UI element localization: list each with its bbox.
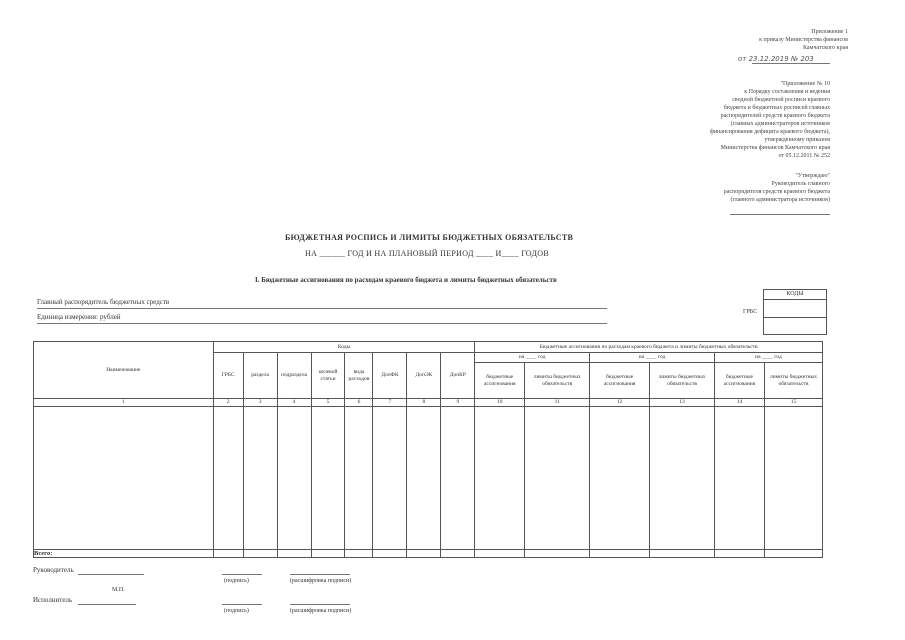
table-cell[interactable]	[213, 407, 243, 550]
col-target-article: целевой статьи	[311, 353, 345, 399]
num-1: 1	[34, 399, 214, 407]
table-cell[interactable]	[525, 407, 590, 550]
table-cell[interactable]	[650, 407, 715, 550]
col-y3-limits: лимиты бюджетных обязательств	[764, 363, 822, 399]
main-distributor-line[interactable]	[37, 308, 607, 309]
num-4: 4	[277, 399, 311, 407]
num-8: 8	[407, 399, 441, 407]
order-date: от 23.12.2019 № 203	[738, 55, 814, 63]
unit-line	[37, 323, 607, 324]
page-title: БЮДЖЕТНАЯ РОСПИСЬ И ЛИМИТЫ БЮДЖЕТНЫХ ОБЯЗАТЕЛЬСТВ	[285, 233, 574, 242]
page-subtitle: НА ______ ГОД И НА ПЛАНОВЫЙ ПЕРИОД ____ И____ ГОДОВ	[305, 249, 549, 258]
head-decode-caption: (расшифровка подписи)	[290, 578, 352, 584]
num-3: 3	[243, 399, 277, 407]
approve-line-1: "Утверждаю"	[795, 173, 830, 179]
order-date-underline	[752, 63, 830, 64]
table-cell[interactable]	[441, 407, 475, 550]
table-cell[interactable]	[373, 407, 407, 550]
appendix-reference	[700, 80, 830, 160]
num-11: 11	[525, 399, 590, 407]
table-cell[interactable]	[311, 407, 345, 550]
approve-line-2: Руководитель главного	[771, 181, 830, 187]
appendix-line-10: от 05.12.2011 № 252	[778, 153, 830, 159]
head-decode-line[interactable]	[290, 574, 350, 575]
col-y1-assign: бюджетные ассигнования	[475, 363, 525, 399]
approve-signature-line	[730, 214, 830, 215]
appendix-line-5: распорядителей средств краевого бюджета	[720, 113, 830, 119]
name-header: Наименование	[34, 342, 214, 399]
col-expense-type: вида расходов	[345, 353, 373, 399]
executor-decode-caption: (расшифровка подписи)	[290, 608, 352, 614]
num-12: 12	[590, 399, 650, 407]
col-section: раздела	[243, 353, 277, 399]
codes-row-1[interactable]	[764, 300, 826, 318]
num-7: 7	[373, 399, 407, 407]
appendix-line-4: бюджета и бюджетных росписей главных	[723, 105, 830, 111]
order-reference	[736, 28, 848, 52]
executor-label: Исполнитель	[33, 596, 73, 604]
total-row	[34, 550, 823, 558]
total-label: Всего:	[34, 550, 214, 558]
section-heading: I. Бюджетные ассигнования по расходам краевого бюджета и лимиты бюджетных обязательств	[255, 276, 557, 284]
unit-label: Единица измерения:	[37, 313, 98, 321]
appendix-line-2: к Порядку составления и ведения	[744, 89, 830, 95]
num-6: 6	[345, 399, 373, 407]
year-2-header: на ____ год	[590, 353, 715, 363]
col-y2-assign: бюджетные ассигнования	[590, 363, 650, 399]
approve-line-3: распорядителя средств краевого бюджета	[723, 189, 830, 195]
budget-table	[33, 341, 823, 558]
appendix-line-7: финансирования дефицита краевого бюджета),	[709, 129, 830, 135]
executor-decode-line[interactable]	[290, 604, 350, 605]
num-13: 13	[650, 399, 715, 407]
table-body-row[interactable]	[34, 407, 823, 550]
order-line-3: Камчатского края	[802, 45, 848, 51]
table-cell[interactable]	[475, 407, 525, 550]
table-cell[interactable]	[407, 407, 441, 550]
appendix-line-6: (главных администраторов источников	[730, 121, 830, 127]
col-subsection: подраздела	[277, 353, 311, 399]
executor-signature-line[interactable]	[78, 604, 136, 605]
num-9: 9	[441, 399, 475, 407]
executor-sign-caption: (подпись)	[224, 608, 249, 614]
num-14: 14	[715, 399, 765, 407]
head-label: Руководитель	[33, 566, 74, 574]
grbs-label: ГРБС	[743, 309, 758, 315]
head-signature-line[interactable]	[78, 574, 144, 575]
stamp-place: М.П.	[112, 587, 125, 593]
appendix-line-8: утвержденному приказом	[764, 137, 830, 143]
unit-value: рублей	[100, 313, 121, 321]
main-distributor-label: Главный распорядитель бюджетных средств	[37, 298, 170, 306]
num-15: 15	[764, 399, 822, 407]
order-line-1: Приложение 1	[811, 29, 848, 35]
table-cell[interactable]	[345, 407, 373, 550]
col-dopkr: ДопКР	[441, 353, 475, 399]
col-y2-limits: лимиты бюджетных обязательств	[650, 363, 715, 399]
head-sign-caption: (подпись)	[224, 578, 249, 584]
approve-line-4: (главного администратора источников)	[730, 197, 830, 203]
table-cell[interactable]	[34, 407, 214, 550]
executor-sign-line[interactable]	[222, 604, 262, 605]
col-y1-limits: лимиты бюджетных обязательств	[525, 363, 590, 399]
head-sign-line[interactable]	[222, 574, 262, 575]
table-cell[interactable]	[764, 407, 822, 550]
col-dopek: ДопЭК	[407, 353, 441, 399]
table-cell[interactable]	[243, 407, 277, 550]
codes-box	[763, 289, 827, 335]
num-5: 5	[311, 399, 345, 407]
column-numbers-row	[34, 399, 823, 407]
table-cell[interactable]	[277, 407, 311, 550]
num-10: 10	[475, 399, 525, 407]
year-1-header: на ____ год	[475, 353, 590, 363]
col-y3-assign: бюджетные ассигнования	[715, 363, 765, 399]
col-dopfk: ДопФК	[373, 353, 407, 399]
codes-header: КОДЫ	[764, 290, 826, 300]
appendix-line-9: Министерства финансов Камчатского края	[720, 145, 830, 151]
approve-block	[700, 172, 830, 204]
table-cell[interactable]	[715, 407, 765, 550]
num-2: 2	[213, 399, 243, 407]
codes-group-header: Коды	[213, 342, 475, 353]
appendix-line-1: "Приложение № 10	[780, 81, 830, 87]
order-line-2: к приказу Министерства финансов	[759, 37, 848, 43]
assignments-header: Бюджетные ассигнования по расходам краевого бюджета и лимиты бюджетных обязательств	[475, 342, 823, 353]
appendix-line-3: сводной бюджетной росписи краевого	[732, 97, 830, 103]
col-grbs: ГРБС	[213, 353, 243, 399]
table-cell[interactable]	[590, 407, 650, 550]
year-3-header: на ____ год	[715, 353, 823, 363]
